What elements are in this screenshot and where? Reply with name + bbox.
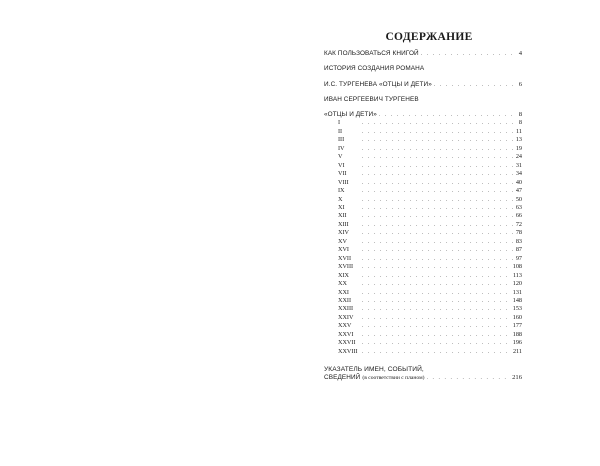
- chapter-number: XV: [338, 237, 347, 245]
- chapter-number: XIX: [338, 271, 349, 279]
- dot-leader: [362, 163, 515, 170]
- chapter-number: XXVII: [338, 339, 356, 347]
- toc-entry-label: И.С. ТУРГЕНЕВА «ОТЦЫ И ДЕТИ»: [324, 80, 432, 88]
- toc-entry-page: 216: [512, 374, 522, 382]
- dot-leader: [362, 298, 512, 305]
- chapter-number: III: [338, 136, 345, 144]
- dot-leader: [362, 306, 512, 313]
- dot-leader: [362, 213, 515, 220]
- chapter-page: 87: [515, 246, 522, 254]
- dot-leader: [362, 180, 515, 187]
- dot-leader: [362, 120, 517, 127]
- chapter-number: VII: [338, 170, 347, 178]
- chapter-page: 153: [512, 305, 522, 313]
- toc-chapter-row: [324, 221, 522, 229]
- dot-leader: [362, 264, 512, 271]
- toc-chapter-row: [324, 136, 522, 144]
- toc-chapter-row: [324, 187, 522, 195]
- dot-leader: [362, 340, 512, 347]
- chapter-number: XX: [338, 280, 347, 288]
- toc-chapter-row: [324, 348, 522, 356]
- toc-title: СОДЕРЖАНИЕ: [385, 31, 473, 43]
- chapter-page: 97: [515, 254, 522, 262]
- chapter-page: 24: [515, 153, 522, 161]
- chapter-page: 131: [512, 288, 522, 296]
- toc-entry-how-to-use: [324, 50, 522, 58]
- dot-leader: [362, 154, 515, 161]
- toc-chapter-row: [324, 297, 522, 305]
- chapter-page: 47: [515, 187, 522, 195]
- chapter-number: XVI: [338, 246, 349, 254]
- chapter-page: 148: [512, 297, 522, 304]
- dot-leader: [362, 171, 515, 178]
- chapter-page: 113: [512, 271, 522, 279]
- toc-chapter-row: [324, 331, 522, 339]
- toc-entry-index: [324, 374, 522, 382]
- chapter-number: I: [338, 119, 341, 127]
- chapter-number: XIV: [338, 229, 349, 237]
- toc-chapter-row: [324, 322, 522, 330]
- toc-entry-note: (в соответствии с планом): [362, 375, 425, 382]
- chapter-number: VI: [338, 161, 345, 169]
- chapter-page: 31: [515, 161, 522, 169]
- toc-chapter-row: [324, 314, 522, 322]
- toc-section-heading-history: ИСТОРИЯ СОЗДАНИЯ РОМАНА: [324, 65, 425, 73]
- chapter-number: X: [338, 195, 343, 203]
- dot-leader: [434, 81, 517, 89]
- chapter-number: XII: [338, 212, 347, 220]
- chapter-page: 108: [512, 263, 522, 271]
- chapter-page: 50: [515, 195, 522, 203]
- spacer: [324, 104, 522, 111]
- dot-leader: [362, 290, 512, 297]
- dot-leader: [362, 205, 515, 212]
- chapter-number: XXIII: [338, 305, 354, 313]
- toc-entry-label: «ОТЦЫ И ДЕТИ»: [324, 111, 377, 119]
- toc-chapter-row: [324, 196, 522, 204]
- chapter-number: XVIII: [338, 263, 354, 271]
- chapter-number: IX: [338, 187, 345, 195]
- spacer: [324, 89, 522, 96]
- toc-chapter-row: [324, 229, 522, 237]
- dot-leader: [362, 137, 515, 144]
- dot-leader: [362, 222, 515, 229]
- dot-leader: [362, 315, 512, 322]
- chapter-number: VIII: [338, 178, 349, 186]
- chapter-number: XXIV: [338, 313, 354, 321]
- toc-chapter-row: [324, 289, 522, 297]
- chapter-number: II: [338, 127, 343, 135]
- chapter-page: 72: [515, 220, 522, 228]
- chapter-page: 177: [512, 322, 522, 330]
- dot-leader: [362, 247, 515, 254]
- dot-leader: [362, 146, 515, 153]
- dot-leader: [362, 273, 512, 280]
- chapter-page: 196: [512, 339, 522, 347]
- toc-author-heading: ИВАН СЕРГЕЕВИЧ ТУРГЕНЕВ: [324, 95, 419, 103]
- chapter-number: XIII: [338, 220, 349, 228]
- spacer: [324, 58, 522, 65]
- dot-leader: [362, 129, 515, 136]
- dot-leader: [421, 50, 517, 58]
- toc-chapter-row: [324, 128, 522, 136]
- toc-chapter-row: [324, 246, 522, 254]
- toc-chapter-row: [324, 179, 522, 187]
- chapter-number: XI: [338, 204, 345, 212]
- chapter-page: 66: [515, 212, 522, 220]
- dot-leader: [362, 239, 515, 246]
- toc-chapter-row: [324, 204, 522, 212]
- dot-leader: [362, 256, 515, 263]
- toc-chapter-row: [324, 339, 522, 347]
- chapter-number: XXI: [338, 288, 349, 296]
- toc-chapter-row: [324, 280, 522, 288]
- chapter-page: 19: [515, 144, 522, 152]
- chapter-number: V: [338, 153, 343, 161]
- chapter-page: 188: [512, 330, 522, 338]
- chapter-number: XXV: [338, 322, 352, 330]
- toc-chapter-row: [324, 255, 522, 263]
- chapter-list: [324, 119, 522, 356]
- chapter-number: XVII: [338, 254, 352, 262]
- toc-chapter-row: [324, 153, 522, 161]
- dot-leader: [362, 188, 515, 195]
- dot-leader: [379, 111, 517, 119]
- chapter-page: 34: [515, 170, 522, 178]
- chapter-page: 160: [512, 313, 522, 321]
- toc-entry-label: СВЕДЕНИЙ: [324, 374, 361, 382]
- spacer: [324, 74, 522, 81]
- toc-chapter-row: [324, 272, 522, 280]
- toc-chapter-row: [324, 212, 522, 220]
- chapter-number: XXVIII: [338, 347, 358, 355]
- chapter-page: 120: [512, 280, 522, 288]
- spacer: [324, 356, 522, 366]
- toc-chapter-row: [324, 238, 522, 246]
- chapter-page: 83: [515, 237, 522, 245]
- toc-chapter-row: [324, 162, 522, 170]
- dot-leader: [362, 230, 515, 237]
- toc-index-heading: УКАЗАТЕЛЬ ИМЕН, СОБЫТИЙ,: [324, 366, 424, 374]
- toc-entry-novel: [324, 111, 522, 119]
- toc-entry-page: 6: [518, 80, 522, 88]
- chapter-number: XXII: [338, 297, 352, 304]
- toc-chapter-row: [324, 145, 522, 153]
- chapter-number: XXVI: [338, 330, 354, 338]
- chapter-number: IV: [338, 144, 345, 152]
- toc-chapter-row: [324, 305, 522, 313]
- toc-entry-history: [324, 81, 522, 89]
- dot-leader: [362, 281, 512, 288]
- toc-entry-label: КАК ПОЛЬЗОВАТЬСЯ КНИГОЙ: [324, 50, 419, 57]
- chapter-page: 13: [515, 136, 522, 144]
- toc-chapter-row: [324, 263, 522, 271]
- chapter-page: 63: [515, 204, 522, 212]
- toc-entry-page: 4: [518, 50, 522, 57]
- chapter-page: 11: [516, 127, 522, 135]
- dot-leader: [362, 197, 515, 204]
- toc-chapter-row: [324, 170, 522, 178]
- chapter-page: 8: [518, 119, 522, 127]
- table-of-contents: [324, 30, 522, 383]
- chapter-page: 78: [515, 229, 522, 237]
- dot-leader: [362, 323, 512, 330]
- chapter-page: 211: [512, 347, 522, 355]
- chapter-page: 40: [515, 178, 522, 186]
- dot-leader: [427, 374, 512, 382]
- dot-leader: [362, 349, 512, 356]
- toc-entry-page: 8: [518, 111, 522, 119]
- dot-leader: [362, 332, 512, 339]
- toc-chapter-row: [324, 119, 522, 127]
